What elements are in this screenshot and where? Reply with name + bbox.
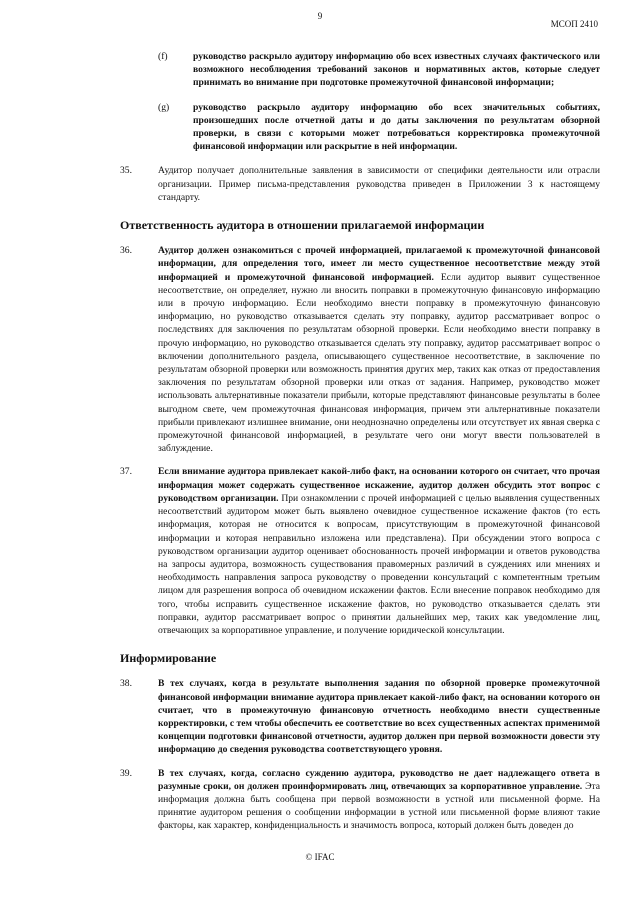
list-item-label: (g) <box>158 101 170 113</box>
paragraph-38 <box>122 677 600 756</box>
paragraph-35 <box>122 164 600 204</box>
page-content <box>122 50 600 843</box>
paragraph-requirement: В тех случаях, когда, согласно суждению аудитора, руководство не дает надлежащего ответа в разумные сроки, он должен проинформировать лиц, отвечающих за корпоративное управление. <box>158 767 600 792</box>
list-item-label: (f) <box>158 51 168 62</box>
paragraph-text: Аудитор получает дополнительные заявления в зависимости от специфики деятельности или отрасли организации. Пример письма-представления руководства приведен в Приложении 3 к настоящему стандарту. <box>158 165 600 203</box>
section-heading-communication: Информирование <box>120 651 217 666</box>
list-item-text: руководство раскрыло аудитору информацию обо всех значительных событиях, произошедших после отчетной даты и до даты заключения по результатам обзорной проверки, в связи с которыми может потребоваться корректировка промежуточной финансовой информации или раскрытие в ней информации. <box>193 101 600 153</box>
paragraph-requirement: Аудитор должен ознакомиться с прочей информацией, прилагаемой к промежуточной финансовой информации, для определения того, имеет ли место существенное несоответствие между этой информацией и промежуточной финансовой информацией. <box>158 245 600 283</box>
paragraph-guidance: Если аудитор выявит существенное несоответствие, он определяет, нужно ли вносить поправки в промежуточную финансовую информацию или в прочую информацию. Если необходимо внести поправку в промежуточную финансовую информацию, но руководство отказывается сделать эту поправку, аудитор рассматривает вопрос о последствиях для заключения по результатам обзорной проверки. Если необходимо внести поправку в прочую информацию, но руководство отказывается сделать эту поправку, аудитор рассматривает вопрос о включении дополнительного раздела, описывающего существенное несоответствие, в заключение по результатам обзорной проверки или возможность принятия других мер, таких как отказ от предоставления заключения по результатам обзорной проверки или отказ от задания. Например, руководство может использовать альтернативные показатели прибыли, которые представляют финансовые результаты в более выгодном свете, чем промежуточная финансовая информация, причем эти альтернативные показатели прибыли привлекают излишнее внимание, они неоднозначно определены или отсутствует их явная сверка с промежуточной финансовой информацией, в результате чего они могут ввести пользователей в заблуждение. <box>158 271 600 455</box>
paragraph-39 <box>122 767 600 833</box>
paragraph-number: 36. <box>120 245 132 257</box>
paragraph-requirement: Если внимание аудитора привлекает какой-либо факт, на основании которого он считает, что прочая информация может содержать существенное искажение, аудитор должен обсудить этот вопрос с руководством организации. <box>158 466 600 504</box>
paragraph-guidance: Эта информация должна быть сообщена при первой возможности в устной или письменной форме. На принятие аудитором решения о сообщении информации в устной или письменной форме влияют такие факторы, как характер, конфиденциальность и значимость вопроса, который должен быть доведен до <box>158 780 600 832</box>
list-item-text: руководство раскрыло аудитору информацию обо всех известных случаях фактического или возможного несоблюдения требований законов и нормативных актов, которые следует принимать во внимание при подготовке промежуточной финансовой информации; <box>193 51 600 89</box>
paragraph-37 <box>122 465 600 637</box>
paragraph-number: 38. <box>120 678 132 690</box>
paragraph-text <box>158 767 600 833</box>
paragraph-number: 35. <box>120 165 132 177</box>
paragraph-text <box>158 244 600 455</box>
paragraph-number: 39. <box>120 767 132 779</box>
paragraph-requirement: В тех случаях, когда в результате выполнения задания по обзорной проверке промежуточной финансовой информации внимание аудитора привлекает какой-либо факт, на основании которого он считает, что в промежуточную финансовую отчетность необходимо внести существенные корректировки, с тем чтобы обеспечить ее соответствие во всех существенных аспектах применимой концепции подготовки финансовой отчетности, аудитор должен при первой возможности довести эту информацию до сведения руководства соответствующего уровня. <box>158 678 600 756</box>
page-number: 9 <box>317 11 323 21</box>
footer-copyright: © IFAC <box>305 852 335 862</box>
paragraph-number: 37. <box>120 466 132 478</box>
section-heading-responsibility: Ответственность аудитора в отношении прилагаемой информации <box>120 218 485 233</box>
paragraph-text <box>158 465 600 637</box>
paragraph-guidance: При ознакомлении с прочей информацией с целью выявления существенных несоответствий аудитором может быть выявлено очевидное существенное искажение фактов (то есть информация, которая не относится к вопросам, присутствующим в промежуточной финансовой информации и которая неправильно изложена или представлена). При обсуждении этого вопроса с руководством организации аудитор оценивает обоснованность прочей информации и ответов руководства на запросы аудитора, возможность существования правомерных различий в суждениях или мнениях и необходимость направления запроса руководству о проведении консультаций с компетентным третьим лицом для разрешения вопроса об очевидном искажении фактов. Если внесение поправок необходимо для того, чтобы исправить существенное искажение фактов, но руководство отказывается сделать эти поправки, аудитор рассматривает вопрос о принятии дальнейших мер, таких как уведомление лиц, отвечающих за корпоративное управление, и получение юридической консультации. <box>158 492 600 636</box>
list-item-g <box>122 101 600 154</box>
document-code: МСОП 2410 <box>550 19 598 29</box>
paragraph-36 <box>122 244 600 455</box>
list-item-f <box>122 50 600 90</box>
